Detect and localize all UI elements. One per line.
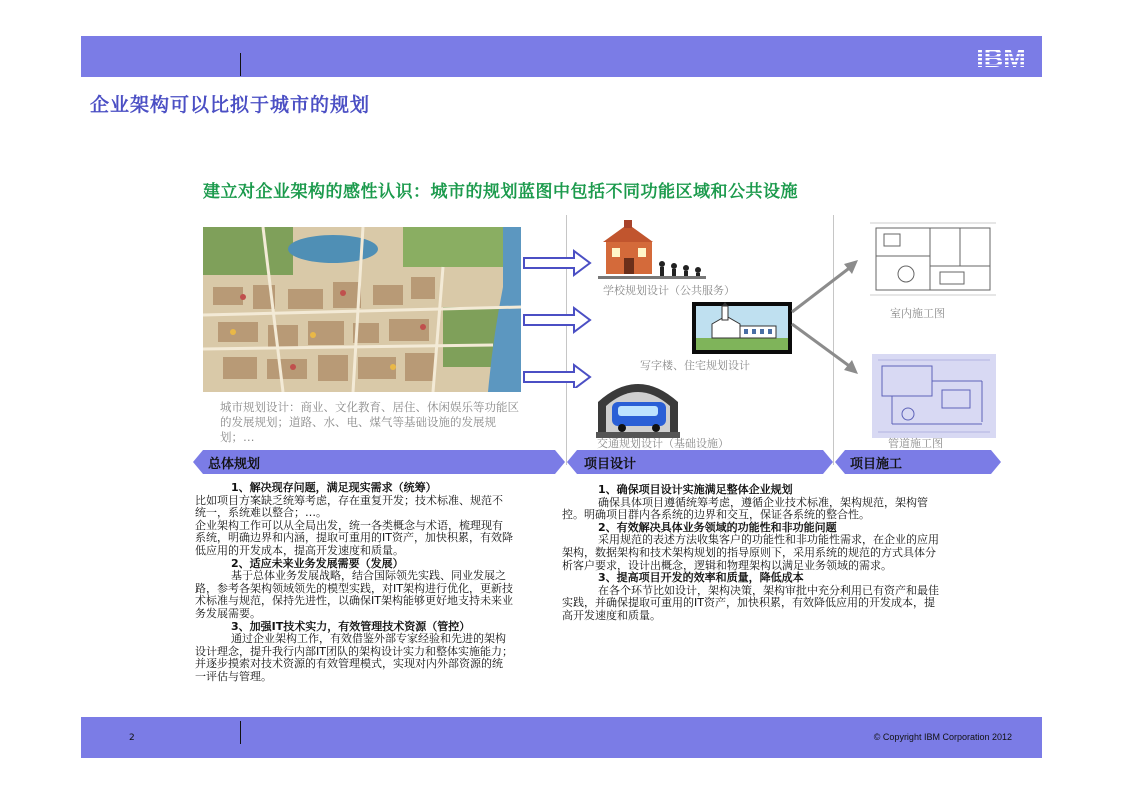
svg-text:IBM: IBM	[976, 43, 1026, 70]
overall-planning-text	[195, 482, 513, 684]
section-heading: 2、有效解决具体业务领域的功能性和非功能问题	[598, 520, 837, 534]
band-label-project-build: 项目施工	[850, 457, 903, 472]
header-divider	[240, 53, 241, 76]
pipe-drawing	[872, 354, 996, 438]
flow-arrows	[522, 248, 594, 388]
section-heading: 1、解决现存问题，满足现实需求（统筹）	[231, 481, 437, 494]
footer-divider	[240, 721, 241, 744]
ibm-logo	[969, 42, 1034, 70]
arrow-to-office	[524, 308, 590, 332]
section-heading: 1、确保项目设计实施满足整体企业规划	[598, 483, 793, 496]
footer-bar	[81, 717, 1042, 758]
office-illustration	[692, 302, 792, 354]
section-heading: 2、适应未来业务发展需要（发展）	[231, 556, 404, 570]
city-planning-caption: 城市规划设计：商业、文化教育、居住、休闲娱乐等功能区的发展规划；道路、水、电、煤气等基础设施的发展规划；…	[220, 400, 519, 444]
paragraph: 采用规范的表述方法收集客户的功能性和非功能性需求，在企业的应用架构，数据架构和技术架构规划的指导原则下，采用系统的规范的方式具体分析客户要求，设计出概念，逻辑和物理架构以满足业务领域的需求。	[562, 533, 939, 572]
copyright: © Copyright IBM Corporation 2012	[873, 732, 1012, 742]
paragraph: 比如项目方案缺乏统筹考虑，存在重复开发；技术标准、规范不统一，系统难以整合；…。	[195, 493, 503, 520]
section-subtitle: 建立对企业架构的感性认识：城市的规划蓝图中包括不同功能区域和公共设施	[203, 182, 798, 202]
city-map-image	[203, 227, 521, 392]
band-label-project-design: 项目设计	[584, 457, 637, 472]
arrow-to-traffic	[524, 365, 590, 388]
page-title: 企业架构可以比拟于城市的规划	[90, 94, 371, 116]
traffic-caption: 交通规划设计（基础设施）	[597, 437, 729, 450]
arrow-to-school	[524, 251, 590, 275]
project-design-text	[562, 484, 940, 623]
paragraph: 通过企业架构工作，有效借鉴外部专家经验和先进的架构设计理念，提升我行内部IT团队的架构设计实力和整体实施能力；并逐步摸索对技术资源的有效管理模式，实现对内外部资源的统一评估与管理。	[195, 632, 513, 683]
pipe-caption: 管道施工图	[888, 437, 943, 450]
band-label-overall: 总体规划	[208, 457, 261, 472]
office-caption: 写字楼、住宅规划设计	[640, 359, 750, 372]
paragraph: 企业架构工作可以从全局出发，统一各类概念与术语，梳理现有系统，明确边界和内涵，提取可重用的IT资产，加快积累，有效降低应用的开发成本，提高开发速度和质量。	[195, 518, 513, 557]
indoor-caption: 室内施工图	[890, 307, 945, 320]
section-heading: 3、加强IT技术实力，有效管理技术资源（管控）	[231, 619, 471, 633]
page-number: 2	[129, 733, 135, 743]
header-bar	[81, 36, 1042, 77]
school-illustration	[598, 220, 708, 282]
paragraph: 确保具体项目遵循统筹考虑，遵循企业技术标准，架构规范，架构管控。明确项目群内各系统的边界和交互，保证各系统的整合性。	[562, 495, 928, 522]
indoor-drawing	[870, 218, 996, 298]
paragraph: 基于总体业务发展战略，结合国际领先实践、同业发展之路，参考各架构领域领先的模型实践，对IT架构进行优化，更新技术标准与规范，保持先进性，以确保IT架构能够更好地支持未来业务发展需要。	[195, 569, 513, 620]
traffic-illustration	[596, 372, 680, 438]
school-caption: 学校规划设计（公共服务）	[603, 284, 735, 297]
build-arrows	[790, 250, 870, 390]
paragraph: 在各个环节比如设计，架构决策，架构审批中充分利用已有资产和最佳实践，并确保提取可重用的IT资产，加快积累，有效降低应用的开发成本，提高开发速度和质量。	[562, 583, 939, 622]
section-heading: 3、提高项目开发的效率和质量，降低成本	[598, 571, 804, 585]
